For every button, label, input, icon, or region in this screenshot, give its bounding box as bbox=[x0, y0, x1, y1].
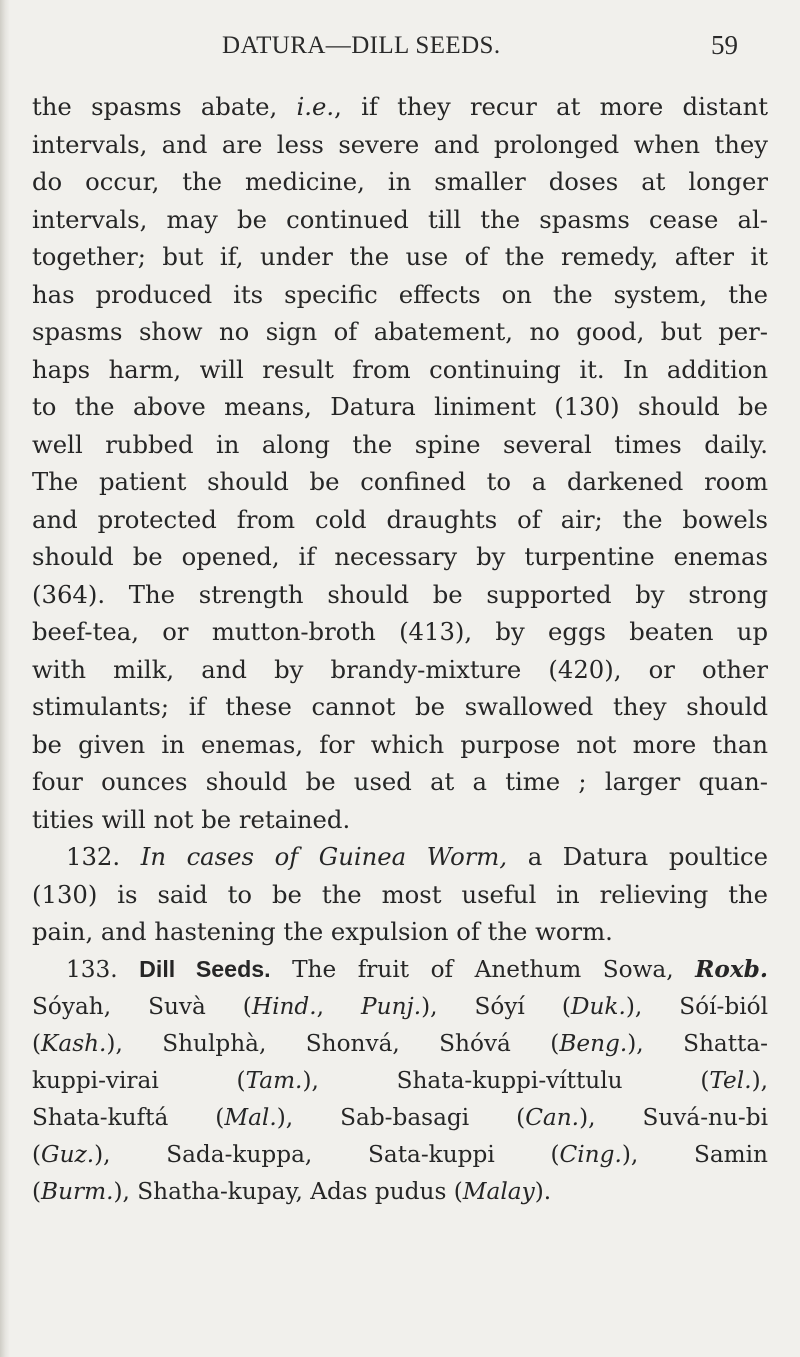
text-line: tities will not be retained. bbox=[32, 804, 351, 834]
text-line: Sóyah, Suvà (Hind., Punj.), Sóyí (Duk.), Sóí-biól bbox=[32, 992, 768, 1020]
page-number: 59 bbox=[711, 30, 738, 60]
text-line: (Guz.), Sada-kuppa, Sata-kuppi (Cing.), Samin bbox=[32, 1140, 768, 1168]
italic-title: In cases of Guinea Worm, bbox=[140, 842, 508, 871]
text-line: (130) is said to be the most useful in relieving the bbox=[32, 879, 768, 909]
page-header bbox=[0, 22, 800, 66]
text-line: with milk, and by brandy-mixture (420), or other bbox=[32, 654, 768, 684]
text-line: well rubbed in along the spine several times daily. bbox=[32, 429, 768, 459]
section-heading: Dill Seeds. bbox=[139, 955, 271, 982]
page-binding-shadow bbox=[0, 0, 10, 1357]
text-line: to the above means, Datura liniment (130) should be bbox=[32, 392, 768, 421]
running-head: DATURA—DILL SEEDS. bbox=[222, 32, 501, 59]
text-line: 132. In cases of Guinea Worm, a Datura poultice bbox=[66, 842, 768, 871]
text-line: be given in enemas, for which purpose not more than bbox=[32, 729, 768, 759]
text-line: The patient should be confined to a darkened room bbox=[32, 467, 768, 496]
paragraph-131-continued bbox=[32, 88, 768, 838]
authority: Roxb. bbox=[695, 955, 768, 983]
paragraph-number: 132. bbox=[66, 842, 121, 871]
text-line: has produced its specific effects on the system, the bbox=[32, 279, 768, 309]
text-line: four ounces should be used at a time ; larger quan- bbox=[32, 767, 768, 796]
text-line: stimulants; if these cannot be swallowed they should bbox=[32, 692, 768, 721]
text-line: pain, and hastening the expulsion of the worm. bbox=[32, 917, 613, 946]
text-line: and protected from cold draughts of air; the bowels bbox=[32, 504, 768, 534]
text-line: (Kash.), Shulphà, Shonvá, Shóvá (Beng.), Shatta- bbox=[32, 1029, 769, 1057]
paragraph-132 bbox=[32, 838, 768, 951]
paragraph-133 bbox=[32, 951, 768, 1210]
text-line: (Burm.), Shatha-kupay, Adas pudus (Malay). bbox=[32, 1177, 552, 1205]
text-line: should be opened, if necessary by turpentine enemas bbox=[32, 542, 768, 571]
text-line: intervals, may be continued till the spasms cease al- bbox=[32, 204, 768, 234]
paragraph-number: 133. bbox=[66, 955, 118, 983]
text-line: do occur, the medicine, in smaller doses at longer bbox=[32, 167, 768, 196]
text-line: (364). The strength should be supported by strong bbox=[32, 579, 768, 609]
text-line: 133. Dill Seeds. The fruit of Anethum Sowa, Roxb. bbox=[66, 955, 768, 983]
text-line: Shata-kuftá (Mal.), Sab-basagi (Can.), Suvá-nu-bi bbox=[32, 1103, 768, 1131]
text-line: together; but if, under the use of the remedy, after it bbox=[32, 242, 768, 271]
text-line: the spasms abate, i.e., if they recur at more distant bbox=[32, 92, 768, 121]
body-text bbox=[32, 88, 768, 1210]
text-line: kuppi-virai (Tam.), Shata-kuppi-víttulu (Tel.), bbox=[32, 1066, 768, 1094]
text-line: haps harm, will result from continuing it. In addition bbox=[32, 354, 768, 384]
text-line: intervals, and are less severe and prolonged when they bbox=[32, 129, 768, 159]
text-line: spasms show no sign of abatement, no good, but per- bbox=[32, 317, 768, 346]
text-line: beef-tea, or mutton-broth (413), by eggs beaten up bbox=[32, 617, 768, 646]
